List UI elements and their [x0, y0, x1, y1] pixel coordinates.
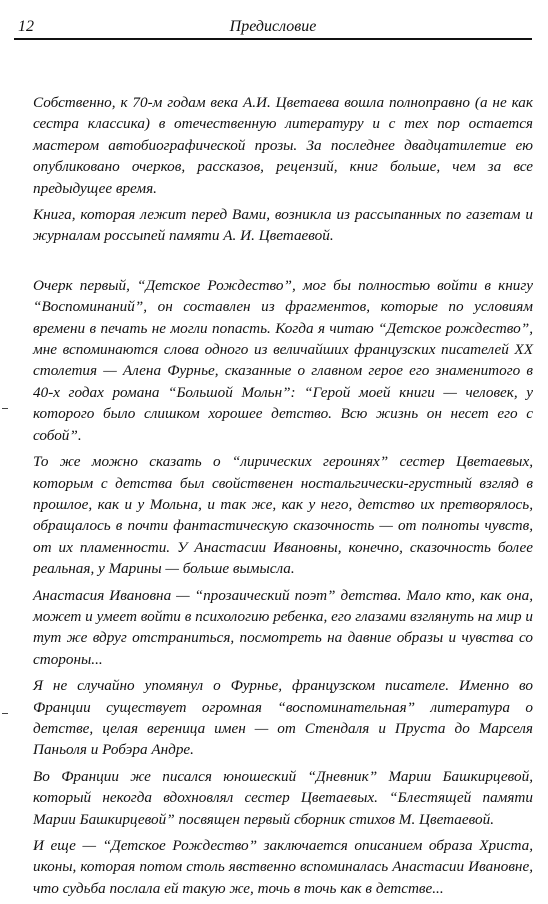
margin-mark	[2, 408, 8, 409]
paragraph-1: Собственно, к 70-м годам века А.И. Цветаева вошла полноправно (а не как сестра классика) в отечественную литературу и с тех пор остается мастером автобиографической прозы. За последнее двадцатилетие ею опубликовано очерков, рассказов, рецензий, книг больше, чем за все предыдущее время.	[33, 94, 533, 197]
paragraph-2: Книга, которая лежит перед Вами, возникла из рассыпанных по газетам и журналам россыпей памяти А. И. Цветаевой.	[33, 206, 533, 245]
page-number: 12	[18, 18, 34, 35]
paragraph-7: Во Франции же писался юношеский “Дневник” Марии Башкирцевой, который некогда вдохновлял сестер Цветаевых. “Блестящей памяти Марии Башкирцевой” посвящен первый сборник стихов М. Цветаевой.	[33, 767, 533, 828]
running-title: Предисловие	[229, 18, 317, 35]
body-text	[33, 92, 533, 904]
paragraph-4: То же можно сказать о “лирических героинях” сестер Цветаевых, которым с детства был свойственен ностальгически-грустный взгляд в прошлое, как и у Мольна, и так же, как у него, детство их претворялось, обращалось в почти фантастическую сказочность — от полноты чувств, от их пламенности. У Анастасии Ивановны, конечно, сказочность более реальная, у Марины — больше вымысла.	[33, 453, 533, 578]
paragraph-8: И еще — “Детское Рождество” заключается описанием образа Христа, иконы, которая потом столь явственно вспоминалась Анастасии Ивановне, что судьба послала ей такую же, точь в точь как в детстве...	[33, 837, 533, 897]
page-header	[14, 16, 532, 40]
margin-mark	[2, 713, 8, 714]
paragraph-3: Очерк первый, “Детское Рождество”, мог бы полностью войти в книгу “Воспоминаний”, он составлен из фрагментов, которые по условиям времени в печать не могли попасть. Когда я читаю “Детское рождество”, мне вспоминаются слова одного из величайших французских писателей XX столетия — Алена Фурнье, сказанные о главном герое его знаменитого в 40-х годах романа “Большой Мольн”: “Герой моей книги — человек, у которого было слишком хорошее детство. Всю жизнь он несет его с собой”.	[33, 276, 533, 444]
paragraph-6: Я не случайно упомянул о Фурнье, французском писателе. Именно во Франции существует огромная “воспоминательная” литература о детстве, целая вереница имен — от Стендаля и Пруста до Марселя Паньоля и Робэра Андре.	[33, 677, 533, 759]
paragraph-5: Анастасия Ивановна — “прозаический поэт” детства. Мало кто, как она, может и умеет войти в психологию ребенка, его глазами взглянуть на мир и тут же вдруг отстраниться, посмотреть на давние образы и чувства со стороны...	[33, 586, 533, 668]
